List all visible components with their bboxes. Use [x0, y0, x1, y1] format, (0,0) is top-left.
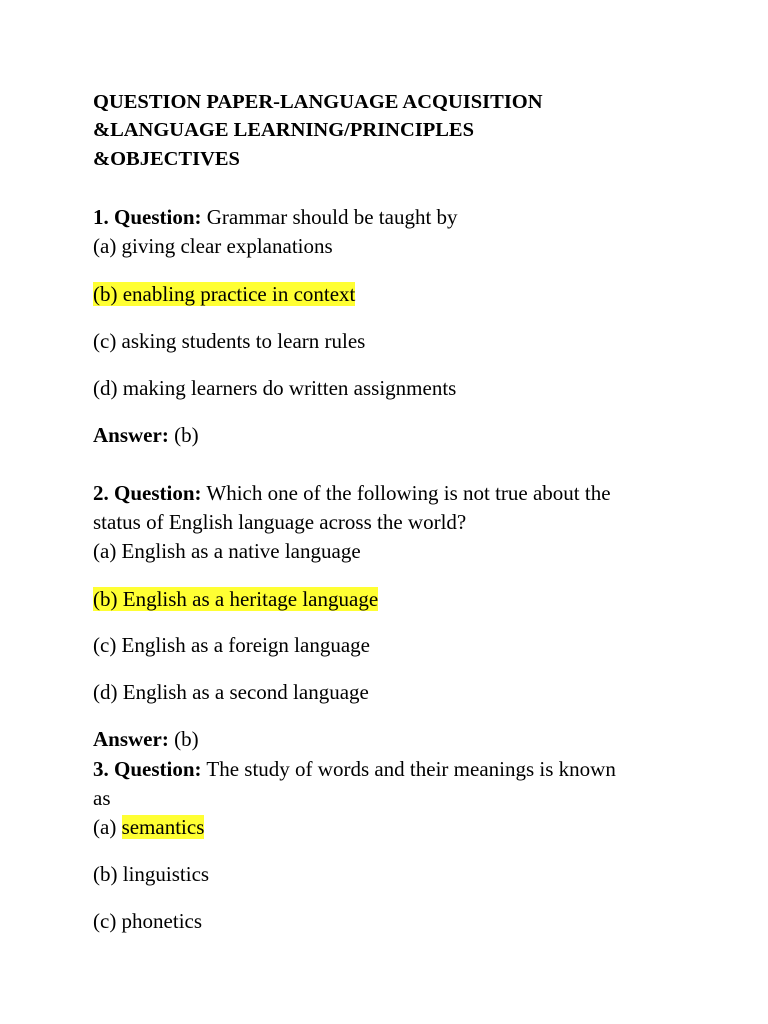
question-3-label: Question:: [114, 757, 202, 781]
question-3-stem: [93, 755, 616, 783]
question-2-option-d: (d) English as a second language: [93, 680, 369, 704]
question-2-number: 2.: [93, 481, 109, 505]
question-2-option-b-highlight: (b) English as a heritage language: [93, 587, 379, 611]
question-3-number: 3.: [93, 757, 109, 781]
question-3-option-a-highlight: semantics: [121, 815, 205, 839]
question-1-number: 1.: [93, 205, 109, 229]
question-1-answer-value: (b): [168, 423, 199, 447]
question-3-stem-continued: as: [93, 786, 111, 810]
question-2-stem: [93, 479, 611, 507]
question-3-text: The study of words and their meanings is known: [201, 757, 616, 781]
question-1-option-a: (a) giving clear explanations: [93, 234, 333, 258]
question-2-answer-value: (b): [168, 727, 199, 751]
question-2-answer: [93, 725, 199, 753]
question-2-option-b: [93, 585, 378, 613]
question-2-label: Question:: [114, 481, 202, 505]
question-2-stem-continued: status of English language across the world?: [93, 510, 467, 534]
question-1-answer-label: Answer:: [93, 423, 169, 447]
question-3-option-a-prefix: (a): [93, 815, 122, 839]
question-1-option-b: [93, 280, 355, 308]
question-1-answer: [93, 421, 199, 449]
question-1-option-d: (d) making learners do written assignments: [93, 376, 457, 400]
question-2-text: Which one of the following is not true about the: [201, 481, 611, 505]
question-1-stem: [93, 203, 458, 231]
question-3-option-a: [93, 813, 204, 841]
question-2-option-c: (c) English as a foreign language: [93, 633, 370, 657]
document-title-line-1: QUESTION PAPER-LANGUAGE ACQUISITION: [93, 91, 543, 113]
question-2-option-a: (a) English as a native language: [93, 539, 361, 563]
question-3-option-b: (b) linguistics: [93, 862, 210, 886]
question-1-option-b-highlight: (b) enabling practice in context: [93, 282, 356, 306]
document-title-line-3: &OBJECTIVES: [93, 148, 240, 170]
document-title-line-2: &LANGUAGE LEARNING/PRINCIPLES: [93, 119, 475, 141]
question-1-label: Question:: [114, 205, 202, 229]
question-2-answer-label: Answer:: [93, 727, 169, 751]
question-1-text: Grammar should be taught by: [201, 205, 458, 229]
question-3-option-c: (c) phonetics: [93, 909, 203, 933]
question-1-option-c: (c) asking students to learn rules: [93, 329, 366, 353]
